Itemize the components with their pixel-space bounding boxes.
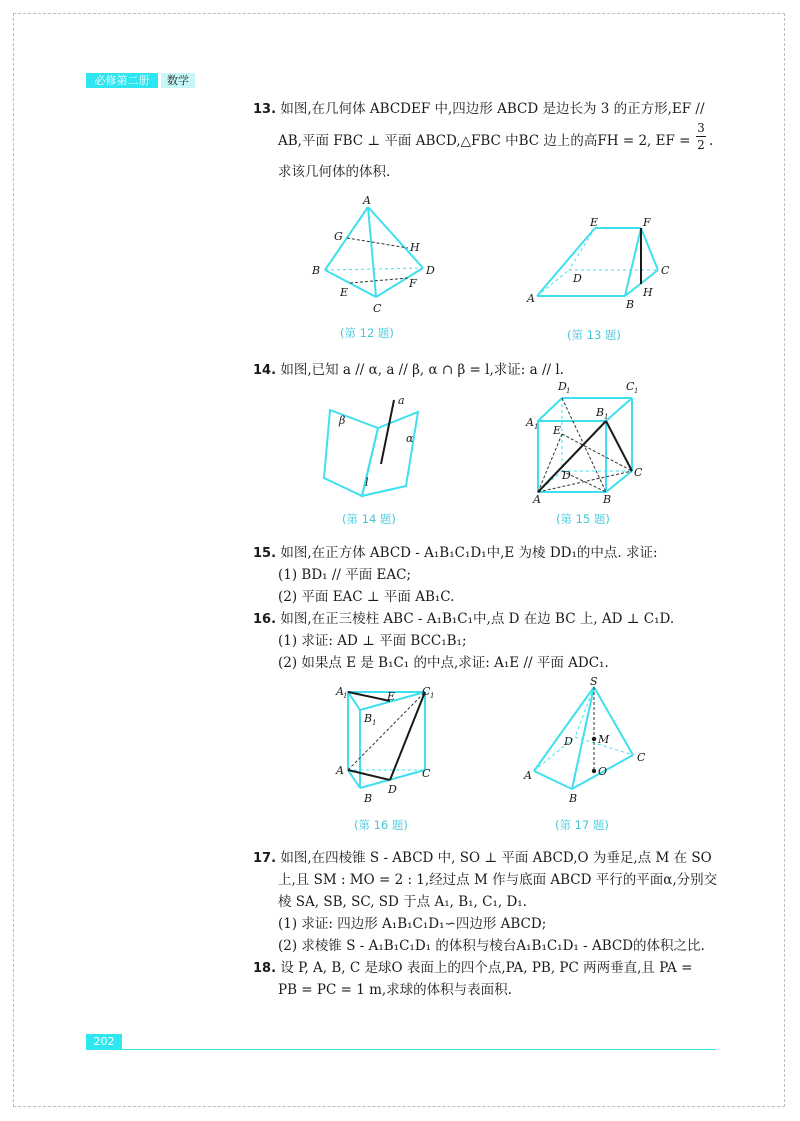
fig16-label-b1: B: [364, 712, 373, 725]
book-tag: 必修第二册: [86, 73, 158, 88]
fig16-sub-c1: 1: [430, 692, 435, 700]
fig13-label-e: E: [590, 216, 599, 229]
fig17-label-b: B: [569, 792, 578, 805]
fig13-label-c: C: [661, 264, 670, 277]
fig17-label-o: O: [598, 765, 608, 778]
problem-18-line1: [253, 958, 692, 979]
fig15-sub-b1: 1: [604, 413, 609, 421]
fig15-label-b1: B: [596, 406, 605, 419]
fig16-label-a1: A: [336, 685, 344, 698]
fraction-numerator: 3: [697, 121, 705, 135]
fig16-sub-a1: 1: [343, 692, 348, 700]
problem-13-line2-end: .: [709, 133, 714, 149]
problem-17-text-1: 如图,在四棱锥 S - ABCD 中, SO ⊥ 平面 ABCD,O 为垂足,点 M 在 SO: [280, 850, 712, 866]
fraction-denominator: 2: [697, 138, 705, 152]
fig16-label-e: E: [387, 690, 396, 703]
fig12-label-b: B: [312, 264, 321, 277]
problem-15-text-1: 如图,在正方体 ABCD - A₁B₁C₁D₁中,E 为棱 DD₁的中点. 求证:: [280, 545, 658, 561]
problem-17-number: 17.: [253, 851, 277, 866]
fig16-label-c1: C: [422, 685, 431, 698]
fig12-label-a: A: [363, 194, 371, 207]
fig15-sub-d1: 1: [566, 387, 571, 395]
fraction-bar: [696, 136, 706, 137]
figure-14: [318, 390, 428, 505]
problem-18-text-1: 设 P, A, B, C 是球O 表面上的四个点,PA, PB, PC 两两垂直,且 PA =: [280, 960, 693, 976]
fig16-label-d: D: [388, 783, 397, 796]
fig12-label-h: H: [410, 241, 420, 254]
fig17-label-s: S: [590, 675, 598, 688]
fig13-label-h: H: [643, 286, 653, 299]
caption-17: (第 17 题): [555, 818, 609, 832]
problem-13-number: 13.: [253, 102, 277, 117]
fig14-label-a: a: [398, 394, 405, 407]
problem-14-text-1: 如图,已知 a // α, a // β, α ∩ β = l,求证: a // l.: [280, 362, 564, 378]
caption-13: (第 13 题): [567, 328, 621, 342]
caption-14: (第 14 题): [342, 512, 396, 526]
fig13-label-a: A: [527, 292, 535, 305]
footer-rule: [122, 1049, 716, 1050]
figure-13: [525, 210, 685, 320]
problem-15-line3: (2) 平面 EAC ⊥ 平面 AB₁C.: [278, 589, 455, 605]
fig15-sub-a1: 1: [534, 423, 539, 431]
figure-12: [300, 190, 450, 320]
problem-17-line5: (2) 求棱锥 S - A₁B₁C₁D₁ 的体积与棱台A₁B₁C₁D₁ - ABCD的体积之比.: [278, 938, 705, 954]
problem-16-text-1: 如图,在正三棱柱 ABC - A₁B₁C₁中,点 D 在边 BC 上, AD ⊥ C₁D.: [280, 611, 675, 627]
caption-12: (第 12 题): [340, 326, 394, 340]
problem-13-line1: [253, 99, 705, 120]
problem-16-line1: [253, 609, 674, 630]
problem-16-line3: (2) 如果点 E 是 B₁C₁ 的中点,求证: A₁E // 平面 ADC₁.: [278, 655, 609, 671]
fig17-label-d: D: [564, 735, 573, 748]
page-number: 202: [86, 1034, 122, 1050]
fig16-sub-b1: 1: [372, 719, 377, 727]
problem-13-text-2: AB,平面 FBC ⊥ 平面 ABCD,△FBC 中BC 边上的高FH = 2, EF =: [278, 133, 691, 149]
problem-15-number: 15.: [253, 546, 277, 561]
problem-16-line2: (1) 求证: AD ⊥ 平面 BCC₁B₁;: [278, 633, 467, 649]
problem-17-line1: [253, 848, 712, 869]
fig17-label-m: M: [598, 733, 610, 746]
fig16-label-c: C: [422, 767, 431, 780]
figure-17: [520, 675, 650, 810]
fig12-label-f: F: [409, 277, 417, 290]
figure-15: [520, 376, 650, 506]
fig15-label-d: D: [562, 469, 571, 482]
fig15-label-a1: A: [526, 416, 534, 429]
fig14-label-beta: β: [339, 414, 346, 427]
fig15-label-c1: C: [626, 380, 635, 393]
caption-15: (第 15 题): [556, 512, 610, 526]
problem-14-line1: [253, 360, 564, 381]
fig15-label-e: E: [553, 424, 562, 437]
problem-15-line2: (1) BD₁ // 平面 EAC;: [278, 567, 412, 583]
problem-18-number: 18.: [253, 961, 277, 976]
fig15-label-c: C: [634, 466, 643, 479]
fig16-label-b: B: [364, 792, 373, 805]
fig13-label-f: F: [643, 216, 651, 229]
fig13-label-d: D: [573, 272, 582, 285]
subject-tag: 数学: [161, 73, 195, 88]
problem-13-text-1: 如图,在几何体 ABCDEF 中,四边形 ABCD 是边长为 3 的正方形,EF //: [280, 101, 705, 117]
fig17-label-a: A: [524, 769, 532, 782]
fig12-label-d: D: [426, 264, 435, 277]
caption-16: (第 16 题): [354, 818, 408, 832]
problem-13-line2: [278, 131, 690, 151]
fig15-label-b: B: [603, 493, 612, 506]
fig13-label-b: B: [626, 298, 635, 311]
problem-14-number: 14.: [253, 363, 277, 378]
fig16-label-a: A: [336, 764, 344, 777]
fig15-label-a: A: [533, 493, 541, 506]
figure-16: [330, 680, 440, 810]
fig14-label-l: l: [365, 476, 369, 489]
fig15-sub-c1: 1: [634, 387, 639, 395]
problem-16-number: 16.: [253, 612, 277, 627]
fig14-label-alpha: α: [406, 432, 414, 445]
fig12-label-g: G: [334, 230, 343, 243]
problem-17-line4: (1) 求证: 四边形 A₁B₁C₁D₁∽四边形 ABCD;: [278, 916, 547, 932]
fig15-label-d1: D: [558, 380, 567, 393]
problem-17-line2: 上,且 SM : MO = 2 : 1,经过点 M 作与底面 ABCD 平行的平面α,分别交: [278, 872, 718, 888]
fig17-label-c: C: [637, 751, 646, 764]
problem-13-line3: 求该几何体的体积.: [278, 164, 391, 180]
fig12-label-c: C: [373, 302, 382, 315]
fig12-label-e: E: [340, 286, 349, 299]
problem-17-line3: 棱 SA, SB, SC, SD 于点 A₁, B₁, C₁, D₁.: [278, 894, 527, 910]
problem-18-line2: PB = PC = 1 m,求球的体积与表面积.: [278, 982, 512, 998]
problem-15-line1: [253, 543, 658, 564]
